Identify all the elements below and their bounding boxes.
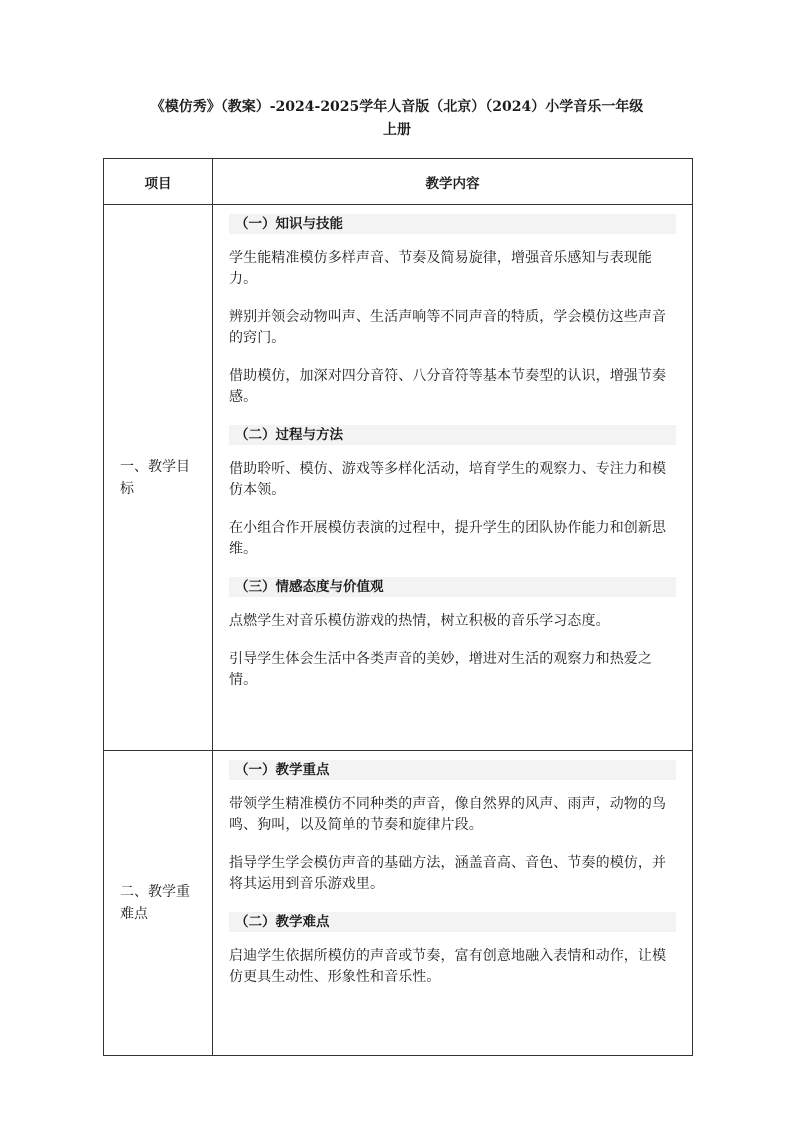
paragraph: 启迪学生依据所模仿的声音或节奏，富有创意地融入表情和动作，让模仿更具生动性、形象性和音乐性。 (229, 948, 667, 985)
section-heading-focus: （一）教学重点 (229, 760, 676, 780)
table-row-objectives (104, 205, 693, 751)
document-title (112, 96, 682, 142)
section-heading-process: （二）过程与方法 (229, 425, 676, 445)
section-heading-knowledge: （一）知识与技能 (229, 214, 676, 234)
paragraph: 带领学生精准模仿不同种类的声音，像自然界的风声、雨声，动物的鸟鸣、狗叫，以及简单的节奏和旋律片段。 (229, 796, 667, 833)
row-label-objectives: 一、教学目标 (104, 205, 213, 751)
paragraph: 借助模仿，加深对四分音符、八分音符等基本节奏型的认识，增强节奏感。 (229, 368, 667, 405)
lesson-plan-table (103, 158, 693, 1056)
paragraph: 点燃学生对音乐模仿游戏的热情，树立积极的音乐学习态度。 (229, 613, 610, 629)
header-project: 项目 (104, 159, 213, 205)
title-line-2: 上册 (383, 122, 411, 138)
paragraph: 学生能精准模仿多样声音、节奏及简易旋律，增强音乐感知与表现能力。 (229, 250, 652, 287)
header-content: 教学内容 (213, 159, 693, 205)
paragraph: 辨别并领会动物叫声、生活声响等不同声音的特质，学会模仿这些声音的窍门。 (229, 309, 667, 346)
row-label-key-points: 二、教学重难点 (104, 751, 213, 1056)
paragraph: 在小组合作开展模仿表演的过程中，提升学生的团队协作能力和创新思维。 (229, 520, 667, 557)
title-line-1: 《模仿秀》（教案）-2024-2025学年人音版（北京）（2024）小学音乐一年级 (150, 99, 644, 115)
paragraph: 借助聆听、模仿、游戏等多样化活动，培育学生的观察力、专注力和模仿本领。 (229, 461, 667, 498)
row-content-key-points (213, 751, 693, 1056)
row-content-objectives (213, 205, 693, 751)
section-heading-attitude: （三）情感态度与价值观 (229, 577, 676, 597)
table-row-key-points (104, 751, 693, 1056)
section-heading-difficulty: （二）教学难点 (229, 912, 676, 932)
paragraph: 引导学生体会生活中各类声音的美妙，增进对生活的观察力和热爱之情。 (229, 651, 652, 688)
table-header-row (104, 159, 693, 205)
paragraph: 指导学生学会模仿声音的基础方法，涵盖音高、音色、节奏的模仿，并将其运用到音乐游戏里。 (229, 855, 667, 892)
